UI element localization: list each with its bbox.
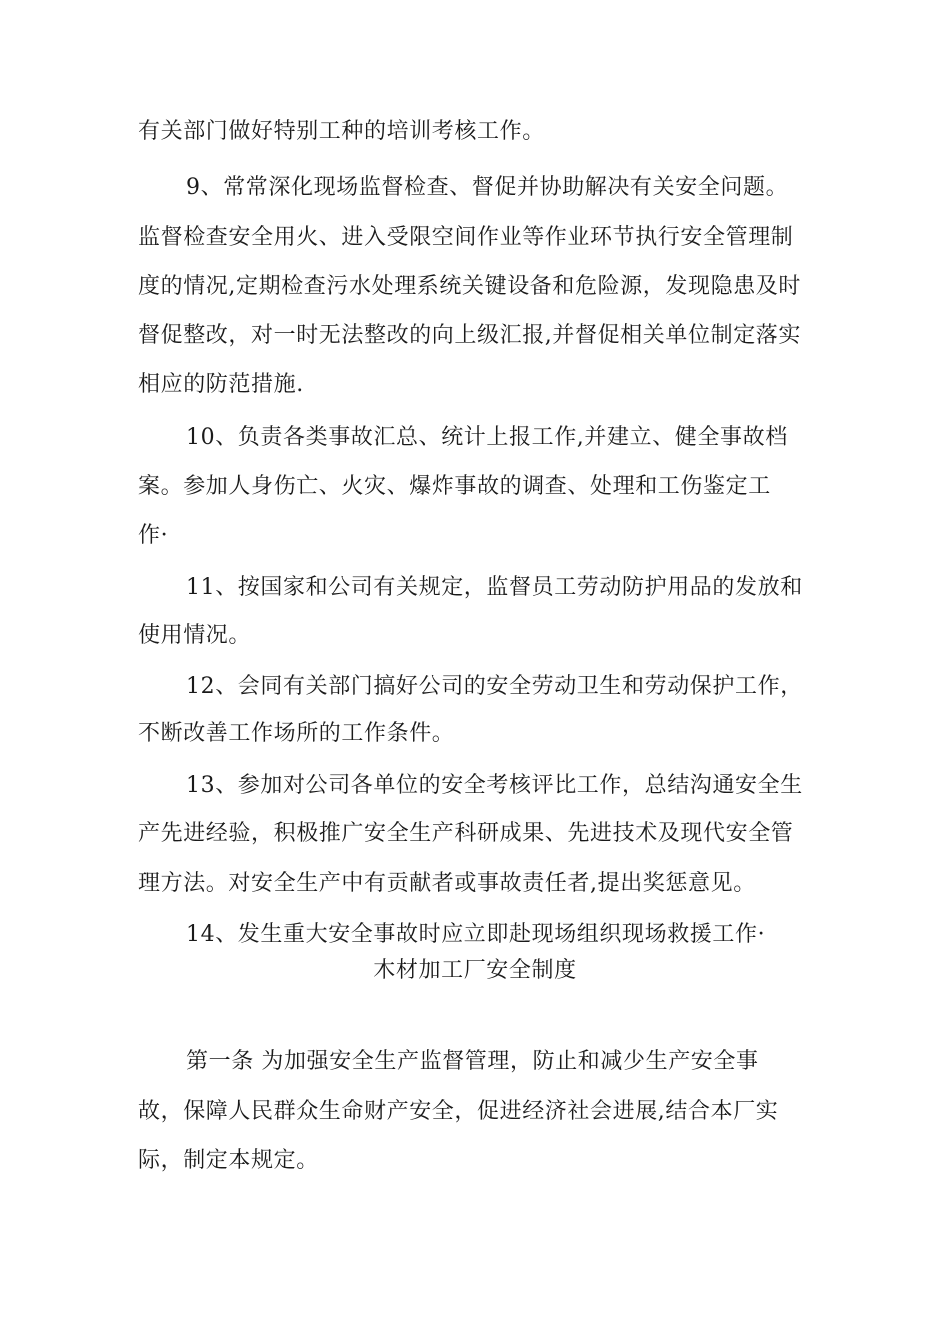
clause-11-line: 11、按国家和公司有关规定，监督员工劳动防护用品的发放和 — [186, 575, 803, 600]
text-line: 产先进经验，积极推广安全生产科研成果、先进技术及现代安全管 — [138, 821, 794, 846]
clause-10-line: 10、负责各类事故汇总、统计上报工作,并建立、健全事故档 — [186, 425, 788, 450]
clause-12-line: 12、会同有关部门搞好公司的安全劳动卫生和劳动保护工作， — [186, 674, 803, 699]
text-line: 相应的防范措施. — [138, 372, 304, 397]
text-line: 案。参加人身伤亡、火灾、爆炸事故的调查、处理和工伤鉴定工 — [138, 474, 771, 499]
clause-14-line: 14、发生重大安全事故时应立即赴现场组织现场救援工作· — [186, 922, 766, 947]
text-line: 故，保障人民群众生命财产安全，促进经济社会进展,结合本厂实 — [138, 1099, 779, 1124]
section-title: 木材加工厂安全制度 — [373, 958, 577, 983]
text-line: 有关部门做好特别工种的培训考核工作。 — [138, 119, 545, 144]
text-line: 督促整改，对一时无法整改的向上级汇报,并督促相关单位制定落实 — [138, 323, 801, 348]
text-line: 理方法。对安全生产中有贡献者或事故责任者,提出奖惩意见。 — [138, 871, 756, 896]
text-line: 际，制定本规定。 — [138, 1148, 319, 1173]
article-1-line: 第一条 为加强安全生产监督管理，防止和减少生产安全事 — [186, 1049, 759, 1074]
text-line: 使用情况。 — [138, 623, 252, 648]
text-line: 作· — [138, 523, 169, 548]
text-line: 度的情况,定期检查污水处理系统关键设备和危险源，发现隐患及时 — [138, 274, 801, 299]
text-line: 不断改善工作场所的工作条件。 — [138, 721, 455, 746]
clause-13-line: 13、参加对公司各单位的安全考核评比工作，总结沟通安全生 — [186, 773, 803, 798]
clause-9-line: 9、常常深化现场监督检查、督促并协助解决有关安全问题。 — [186, 175, 789, 200]
text-line: 监督检查安全用火、进入受限空间作业等作业环节执行安全管理制 — [138, 225, 794, 250]
